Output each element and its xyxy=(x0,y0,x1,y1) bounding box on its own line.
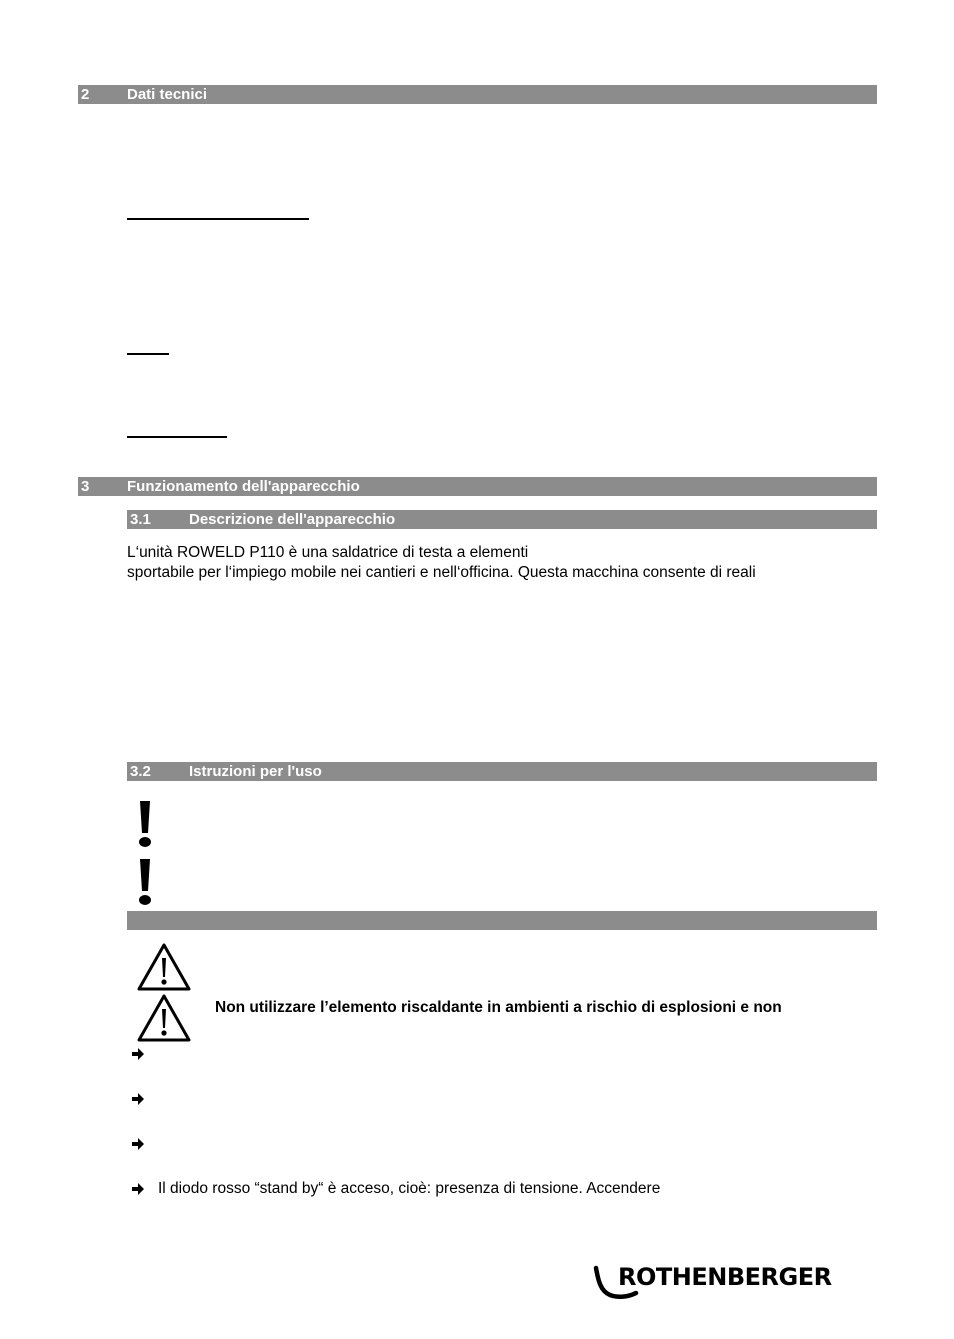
section-3-1-header xyxy=(127,510,877,529)
underline-rule-3 xyxy=(127,436,227,438)
explosion-warning-text: Non utilizzare l’elemento riscaldante in ambienti a rischio di esplosioni e non xyxy=(215,999,782,1016)
arrow-right-icon xyxy=(131,1182,145,1196)
arrow-right-icon xyxy=(131,1047,145,1061)
exclamation-icon xyxy=(138,857,152,907)
section-3-header xyxy=(78,477,877,496)
underline-rule-2 xyxy=(127,353,169,355)
section-title: Istruzioni per l'uso xyxy=(189,763,322,780)
bullet-text-standby: Il diodo rosso “stand by“ è acceso, cioè: presenza di tensione. Accendere xyxy=(158,1180,661,1197)
rothenberger-logo xyxy=(592,1261,832,1299)
exclamation-icon xyxy=(138,799,152,849)
section-title: Dati tecnici xyxy=(127,86,208,103)
section-2-header xyxy=(78,85,877,104)
section-number: 3.1 xyxy=(130,511,151,528)
section-number: 3 xyxy=(81,478,90,495)
underline-rule-1 xyxy=(127,218,309,220)
section-3-2-header xyxy=(127,762,877,781)
warning-triangle-icon xyxy=(136,993,192,1043)
description-line-1: L‘unità ROWELD P110 è una saldatrice di testa a elementi xyxy=(127,544,529,561)
warning-triangle-icon xyxy=(136,942,192,992)
section-title: Funzionamento dell'apparecchio xyxy=(127,478,360,495)
section-number: 2 xyxy=(81,86,90,103)
logo-text: ROTHENBERGER xyxy=(618,1263,832,1291)
section-number: 3.2 xyxy=(130,763,151,780)
section-title: Descrizione dell'apparecchio xyxy=(189,511,396,528)
description-line-2: sportabile per l‘impiego mobile nei cantieri e nell‘officina. Questa macchina consente di reali xyxy=(127,564,756,581)
subsection-bar-blank xyxy=(127,911,877,930)
arrow-right-icon xyxy=(131,1137,145,1151)
arrow-right-icon xyxy=(131,1092,145,1106)
